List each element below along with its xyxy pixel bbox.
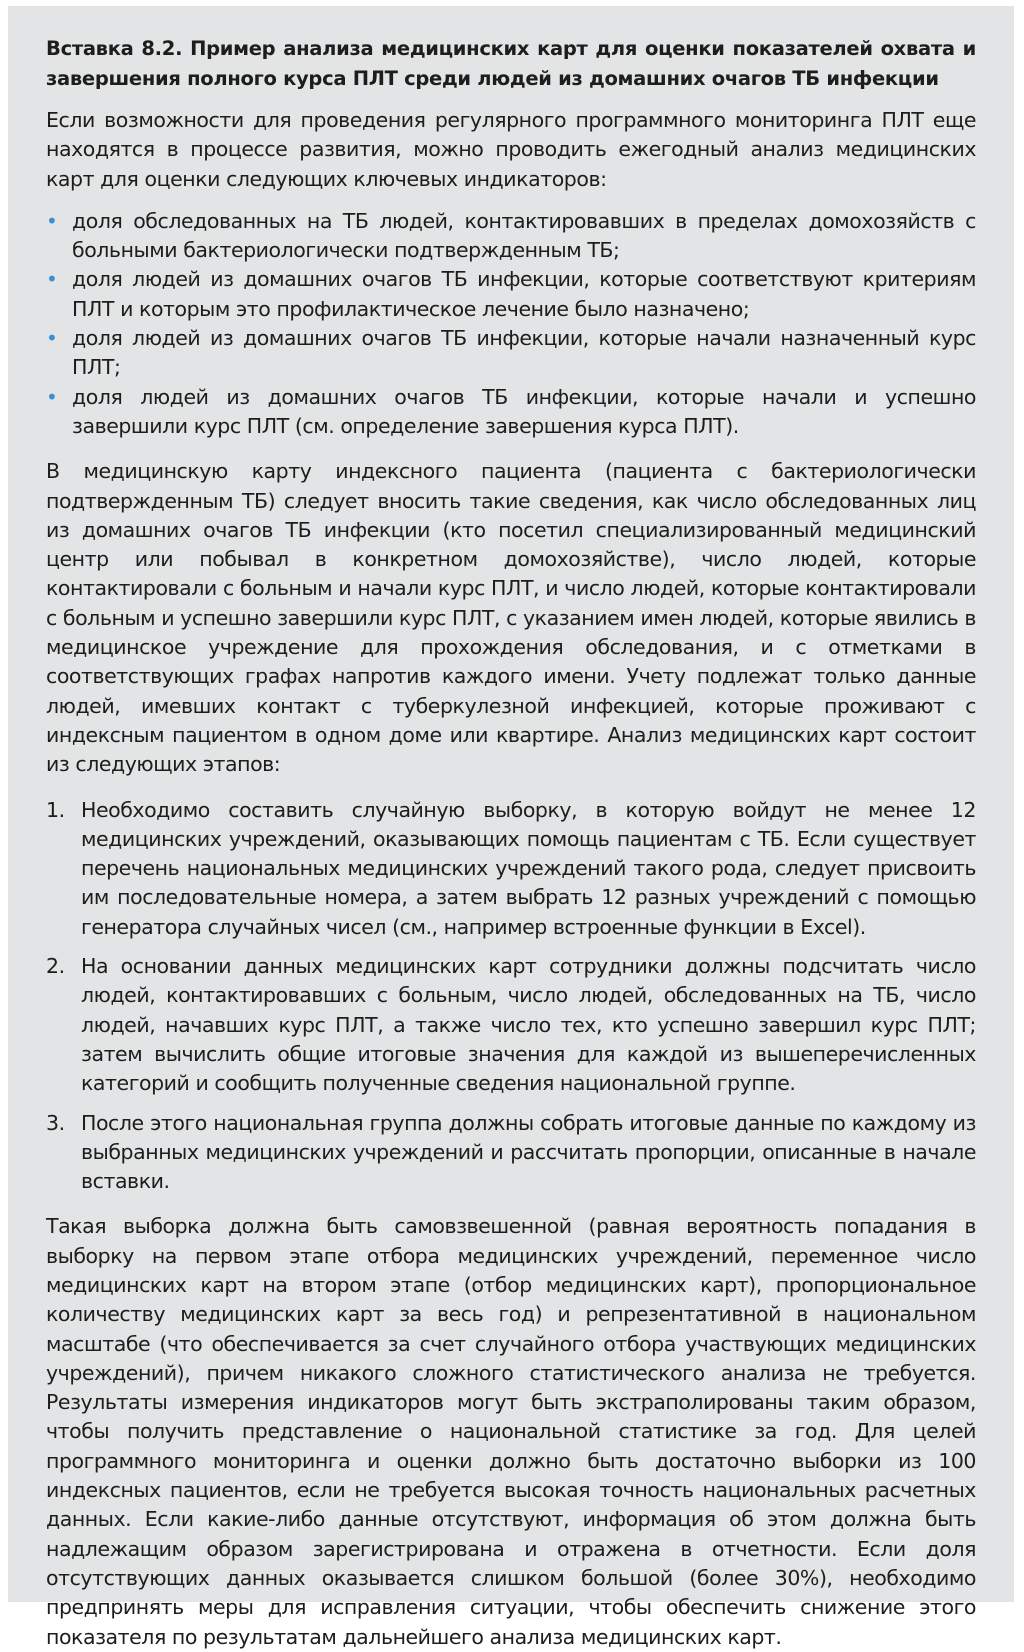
list-item: • доля обследованных на ТБ людей, контактировавших в пределах домохозяйств с больными бактериологически подтвержденным ТБ;: [46, 208, 976, 263]
bullet-dot-icon: •: [46, 326, 58, 351]
bullet-dot-icon: •: [46, 267, 58, 292]
text-box-8-2: [8, 6, 1014, 1649]
intro-paragraph: Если возможности для проведения регулярного программного мониторинга ПЛТ еще находятся в процессе развития, можно проводить ежегодный анализ медицинских карт для оценки следующих ключевых индикаторов:: [46, 108, 976, 191]
list-item: • доля людей из домашних очагов ТБ инфекции, которые начали назначенный курс ПЛТ;: [46, 326, 976, 380]
body-paragraph-1: В медицинскую карту индексного пациента (пациента с бактериологически подтвержденным ТБ) следует вносить такие сведения, как число обследованных лиц из домашних очагов ТБ инфекции (кто посетил специализированный медицинский центр или побывал в конкретном домохозяйстве), число людей, которые контактировали с больным и начали курс ПЛТ, и число людей, которые контактировали с больным и успешно завершили курс ПЛТ, с указанием имен людей, которые явились в медицинское учреждение для прохождения обследования, и с отметками в соответствующих графах напротив каждого имени. Учету подлежат только данные людей, имевших контакт с туберкулезной инфекцией, которые проживают с индексным пациентом в одном доме или квартире. Анализ медицинских карт состоит из следующих этапов:: [46, 459, 976, 777]
step-item: [46, 796, 976, 942]
step-number: 1.: [46, 797, 65, 822]
step-text: После этого национальная группа должны собрать итоговые данные по каждому из выбранных медицинских учреждений и рассчитать пропорции, описанные в начале вставки.: [81, 1110, 976, 1194]
bullet-dot-icon: •: [46, 208, 58, 233]
box-title: Вставка 8.2. Пример анализа медицинских карт для оценки показателей охвата и завершения полного курса ПЛТ среди людей из домашних очагов ТБ инфекции: [46, 37, 976, 90]
step-item: [46, 1109, 976, 1197]
body-paragraph-2: Такая выборка должна быть самовзвешенной (равная вероятность попадания в выборку на первом этапе отбора медицинских учреждений, переменное число медицинских карт на втором этапе (отбор медицинских карт), пропорциональное количеству медицинских карт за весь год) и репрезентативной в национальном масштабе (что обеспечивается за счет случайного отбора участвующих медицинских учреждений), причем никакого сложного статистического анализа не требуется. Результаты измерения индикаторов могут быть экстраполированы таким образом, чтобы получить представление о национальной статистике за год. Для целей программного мониторинга и оценки должно быть достаточно выборки из 100 индексных пациентов, если не требуется высокая точность национальных расчетных данных. Если какие-либо данные отсутствуют, информация об этом должна быть надлежащим образом зарегистрирована и отражена в отчетности. Если доля отсутствующих данных оказывается слишком большой (более 30%), необходимо предпринять меры для исправления ситуации, чтобы обеспечить снижение этого показателя по результатам дальнейшего анализа медицинских карт.: [46, 1214, 976, 1649]
list-item: • доля людей из домашних очагов ТБ инфекции, которые начали и успешно завершили курс ПЛТ (см. определение завершения курса ПЛТ).: [46, 384, 976, 438]
step-item: [46, 952, 976, 1098]
list-item: • доля людей из домашних очагов ТБ инфекции, которые соответствуют критериям ПЛТ и которым это профилактическое лечение было назначено;: [46, 267, 976, 321]
steps-list: [46, 796, 976, 1197]
indicator-list: [46, 207, 976, 441]
step-number: 2.: [46, 954, 65, 979]
bullet-dot-icon: •: [46, 384, 58, 409]
step-number: 3.: [46, 1110, 65, 1135]
step-text: На основании данных медицинских карт сотрудники должны подсчитать число людей, контактировавших с больным, число людей, обследованных на ТБ, число людей, начавших курс ПЛТ, а также число тех, кто успешно завершил курс ПЛТ; затем вычислить общие итоговые значения для каждой из вышеперечисленных категорий и сообщить полученные сведения национальной группе.: [81, 954, 976, 1096]
step-text: Необходимо составить случайную выборку, в которую войдут не менее 12 медицинских учреждений, оказывающих помощь пациентам с ТБ. Если существует перечень национальных медицинских учреждений такого рода, следует присвоить им последовательные номера, а затем выбрать 12 разных учреждений с помощью генератора случайных чисел (см., например встроенные функции в Excel).: [81, 797, 976, 939]
